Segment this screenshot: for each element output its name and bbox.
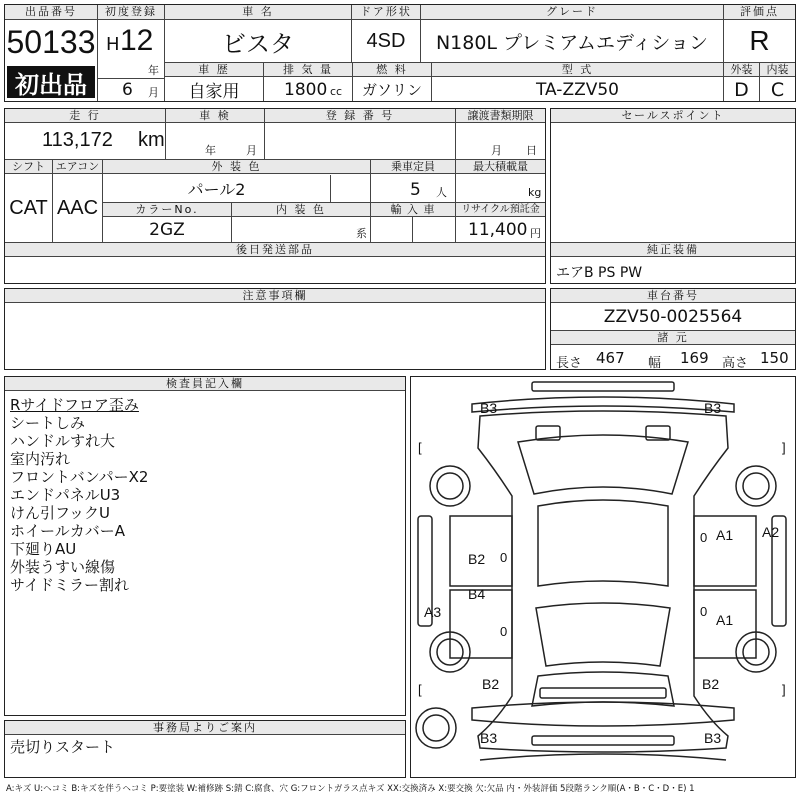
car-name-label: 車 名 [165, 5, 351, 20]
inspector-note: 下廻りAU [10, 540, 77, 558]
height-label: 高さ [722, 356, 749, 371]
equipment: エアB PS PW [556, 265, 643, 281]
door-type: 4SD [366, 29, 406, 52]
model-code: TA-ZZV50 [535, 79, 619, 100]
transfer-day-unit: 日 [526, 144, 537, 157]
mark-rear-right: B3 [704, 730, 722, 746]
mark-right-front-door: A1 [716, 527, 734, 543]
transfer-label: 譲渡書類期限 [456, 109, 545, 123]
svg-text:0: 0 [500, 624, 508, 639]
ac-label: エアコン [53, 160, 102, 174]
mark-rear-left: B3 [480, 730, 498, 746]
seats-unit: 人 [436, 186, 447, 199]
grade-label: グレード [421, 5, 723, 20]
score-label: 評価点 [724, 5, 795, 20]
exterior-grade: D [734, 78, 749, 101]
registration-label: 登 録 番 号 [265, 109, 455, 123]
load-unit: kg [528, 186, 542, 199]
era: H [106, 34, 120, 55]
inspector-note: Rサイドフロア歪み [10, 396, 139, 414]
displacement-label: 排 気 量 [264, 63, 352, 77]
cautions-label: 注意事項欄 [5, 289, 545, 303]
load-label: 最大積載量 [456, 160, 545, 174]
interior-grade: C [770, 78, 785, 101]
mark-left-fender: B2 [468, 551, 486, 567]
interior-label: 内装 [760, 63, 795, 77]
inspector-note: ハンドルすれ大 [10, 432, 116, 450]
recycle-unit: 円 [530, 227, 541, 240]
svg-text:]: ] [782, 440, 786, 455]
color-label: 外 装 色 [103, 160, 370, 174]
inspection-year-unit: 年 [205, 144, 216, 157]
first-reg-label: 初度登録 [98, 5, 164, 20]
mileage-label: 走 行 [5, 109, 165, 123]
mark-left-rear: B2 [482, 676, 500, 692]
fuel: ガソリン [361, 81, 422, 99]
mark-right-rear: B2 [702, 676, 720, 692]
inspector-note: エンドパネルU3 [10, 486, 121, 504]
sales-points-block [550, 108, 796, 284]
door-label: ドア形状 [352, 5, 420, 20]
shift-label: シフト [5, 160, 52, 174]
legend: A:キズ U:ヘコミ B:キズを伴うヘコミ P:要塗装 W:補修跡 S:錆 C:腐食、穴 G:フロントガラス点キズ XX:交換済み X:要交換 欠:欠品 内・外装評価 5段階ランク順(A・B・C・D・E) 1 [6, 784, 695, 794]
inspector-note: フロントバンパーX2 [10, 468, 149, 486]
svg-text:0: 0 [700, 604, 708, 619]
mark-front-left: B3 [480, 400, 498, 416]
history-label: 車 歴 [165, 63, 263, 77]
lot-label: 出品番号 [5, 5, 97, 20]
lot-number: 50133 [6, 23, 96, 60]
mark-right-side: A2 [762, 524, 780, 540]
inspection-month-unit: 月 [246, 144, 257, 157]
car-outline [410, 376, 796, 778]
first-listing-badge: 初出品 [7, 66, 95, 98]
transfer-month-unit: 月 [491, 144, 502, 157]
reg-year-unit: 年 [148, 64, 159, 77]
import-label: 輸 入 車 [371, 203, 455, 217]
length-label: 長さ [556, 356, 583, 371]
inspector-note: ホイールカバーA [10, 522, 125, 540]
displacement: 1800 [284, 80, 328, 100]
length: 467 [596, 349, 625, 367]
office-label: 事務局よりご案内 [5, 721, 405, 735]
svg-text:0: 0 [500, 550, 508, 565]
mark-front-right: B3 [704, 400, 722, 416]
chassis-label: 車台番号 [551, 289, 795, 303]
svg-text:0: 0 [700, 530, 708, 545]
reg-year: 12 [120, 24, 154, 57]
specs-label: 諸 元 [551, 331, 795, 345]
car-name: ビスタ [222, 29, 294, 58]
mark-left-door: B4 [468, 586, 486, 602]
svg-text:[: [ [418, 440, 422, 455]
inspector-note: けん引フックU [10, 504, 110, 522]
exterior-label: 外装 [724, 63, 759, 77]
inspector-note: サイドミラー割れ [10, 576, 129, 594]
recycle-fee: 11,400 [468, 220, 528, 240]
inspector-label: 検査員記入欄 [5, 377, 405, 391]
inspector-note: 外装うすい線傷 [10, 558, 116, 576]
chassis-number: ZZV50-0025564 [603, 307, 743, 327]
later-parts-label: 後日発送部品 [5, 243, 545, 257]
color: パール2 [187, 180, 246, 199]
score: R [749, 25, 770, 56]
inspector-note: 室内汚れ [10, 450, 71, 468]
interior-color-label: 内 装 色 [232, 203, 370, 217]
seats: 5 [410, 180, 421, 200]
fuel-label: 燃 料 [353, 63, 431, 77]
color-number: 2GZ [149, 219, 185, 240]
reg-month-unit: 月 [148, 86, 159, 99]
model-label: 型 式 [432, 63, 723, 77]
mark-right-rear-door: A1 [716, 612, 734, 628]
mileage-unit: km [138, 129, 165, 151]
inspector-note: シートしみ [10, 414, 86, 432]
color-no-label: カラーNo. [103, 203, 231, 217]
svg-text:[: [ [418, 682, 422, 697]
history: 自家用 [188, 82, 240, 102]
width-label: 幅 [648, 356, 662, 371]
mileage: 113,172 [42, 129, 113, 151]
displacement-unit: cc [330, 85, 343, 98]
interior-color-unit: 系 [356, 227, 367, 240]
equipment-label: 純正装備 [551, 243, 795, 257]
width: 169 [680, 349, 709, 367]
sales-points-label: セールスポイント [551, 109, 795, 123]
reg-month: 6 [122, 80, 133, 100]
height: 150 [760, 349, 789, 367]
svg-text:]: ] [782, 682, 786, 697]
shift: CAT [9, 196, 48, 219]
inspection-label: 車 検 [166, 109, 264, 123]
recycle-label: リサイクル預託金 [456, 203, 545, 217]
office-message: 売切りスタート [10, 738, 116, 756]
ac-type: AAC [56, 196, 99, 219]
mark-left-side: A3 [424, 604, 442, 620]
grade: N180L プレミアムエディション [435, 31, 709, 54]
seats-label: 乗車定員 [371, 160, 455, 174]
